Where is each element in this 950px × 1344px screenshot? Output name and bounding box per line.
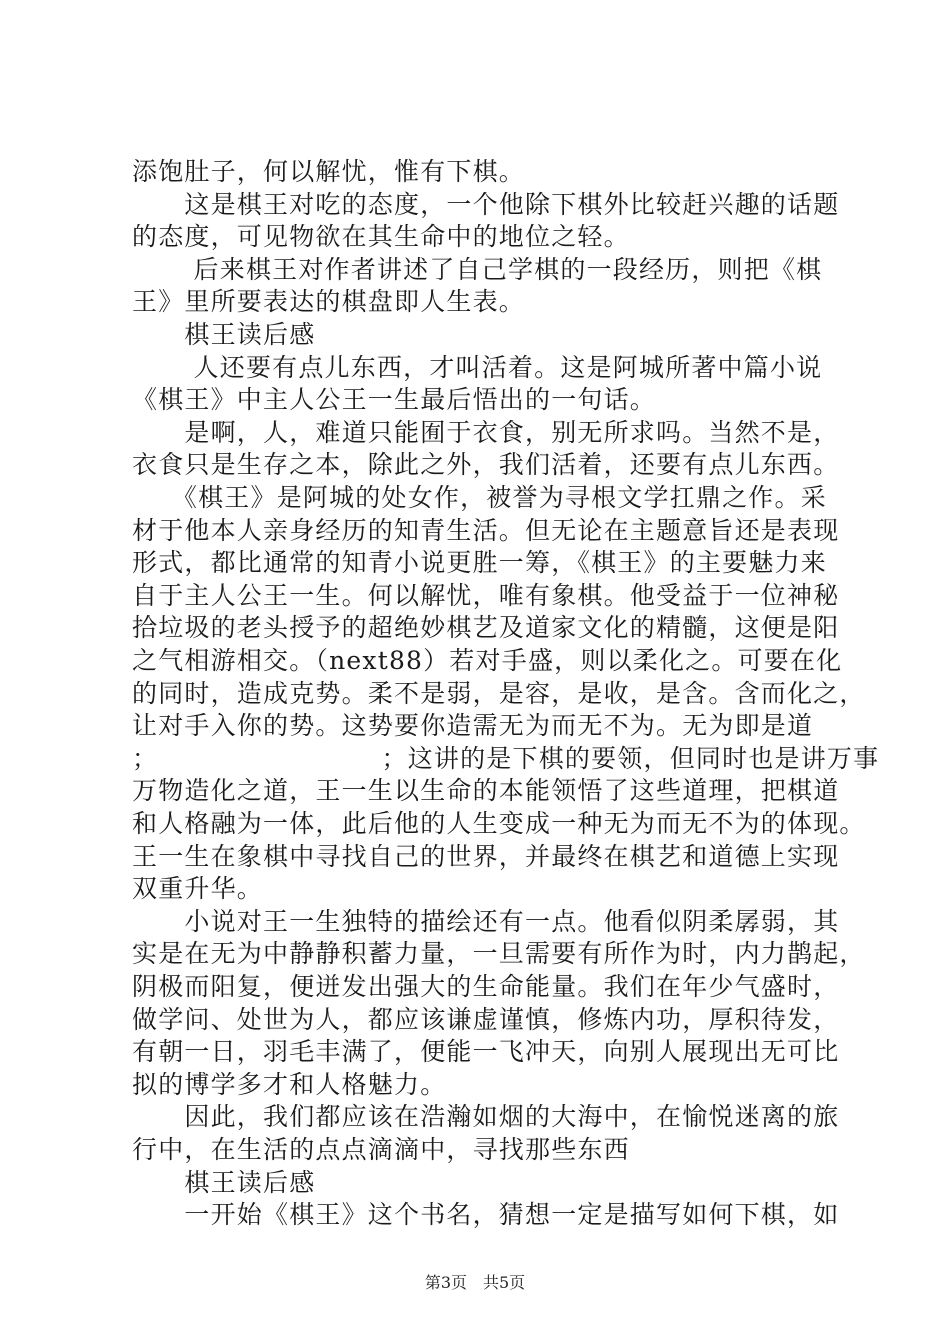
text-line: 王》里所要表达的棋盘即人生表。 bbox=[132, 287, 526, 317]
text-line: 实是在无为中静静积蓄力量，一旦需要有所作为时，内力鹊起， bbox=[132, 939, 866, 969]
text-line: 双重升华。 bbox=[132, 874, 264, 904]
text-line: 的同时，造成克势。柔不是弱，是容，是收，是含。含而化之， bbox=[132, 678, 866, 708]
text-line: 这是棋王对吃的态度，一个他除下棋外比较赶兴趣的话题 bbox=[132, 189, 840, 219]
text-line: 拟的博学多才和人格魅力。 bbox=[132, 1069, 447, 1099]
text-line: 因此，我们都应该在浩瀚如烟的大海中，在愉悦迷离的旅 bbox=[132, 1102, 840, 1132]
text-line: 人还要有点儿东西，才叫活着。这是阿城所著中篇小说 bbox=[132, 352, 823, 382]
text-line: 《棋王》中主人公王一生最后悟出的一句话。 bbox=[132, 385, 657, 415]
page-footer: 第3页 共5页 bbox=[424, 1273, 526, 1292]
text-line: 棋王读后感 bbox=[132, 1167, 316, 1197]
text-line: 的态度，可见物欲在其生命中的地位之轻。 bbox=[132, 222, 630, 252]
text-line: 小说对王一生独特的描绘还有一点。他看似阴柔孱弱，其 bbox=[132, 906, 840, 936]
text-line: 后来棋王对作者讲述了自己学棋的一段经历，则把《棋 bbox=[132, 254, 823, 284]
text-line: 棋王读后感 bbox=[132, 320, 316, 349]
text-line: 添饱肚子，何以解忧，惟有下棋。 bbox=[132, 157, 526, 186]
text-line: 行中，在生活的点点滴滴中，寻找那些东西 bbox=[132, 1135, 630, 1164]
text-line: 之气相游相交。（next88）若对手盛，则以柔化之。可要在化 bbox=[132, 646, 843, 675]
text-line: 衣食只是生存之本，除此之外，我们活着，还要有点儿东西。 bbox=[132, 450, 840, 480]
text-line: 形式，都比通常的知青小说更胜一筹，《棋王》的主要魅力来 bbox=[132, 548, 827, 578]
text-line: 做学问、处世为人，都应该谦虚谨慎，修炼内功，厚积待发， bbox=[132, 1004, 840, 1034]
text-line: 自于主人公王一生。何以解忧，唯有象棋。他受益于一位神秘 bbox=[132, 580, 840, 610]
text-line: 《棋王》是阿城的处女作，被誉为寻根文学扛鼎之作。采 bbox=[132, 483, 827, 512]
text-line: 拾垃圾的老头授予的超绝妙棋艺及道家文化的精髓，这便是阳 bbox=[132, 613, 840, 643]
text-line: 一开始《棋王》这个书名，猜想一定是描写如何下棋，如 bbox=[132, 1200, 840, 1230]
text-line: ； ；这讲的是下棋的要领，但同时也是讲万事 bbox=[132, 743, 880, 773]
text-line: 材于他本人亲身经历的知青生活。但无论在主题意旨还是表现 bbox=[132, 515, 840, 545]
text-line: 和人格融为一体，此后他的人生变成一种无为而无不为的体现。 bbox=[132, 809, 866, 838]
text-line: 有朝一日，羽毛丰满了，便能一飞冲天，向别人展现出无可比 bbox=[132, 1037, 840, 1067]
text-line: 是啊，人，难道只能囿于衣食，别无所求吗。当然不是， bbox=[132, 417, 840, 447]
text-line: 让对手入你的势。这势要你造需无为而无不为。无为即是道 bbox=[132, 711, 814, 741]
text-line: 王一生在象棋中寻找自己的世界，并最终在棋艺和道德上实现 bbox=[132, 841, 840, 871]
text-line: 万物造化之道，王一生以生命的本能领悟了这些道理，把棋道 bbox=[132, 776, 840, 806]
text-line: 阴极而阳复，便迸发出强大的生命能量。我们在年少气盛时， bbox=[132, 972, 840, 1001]
